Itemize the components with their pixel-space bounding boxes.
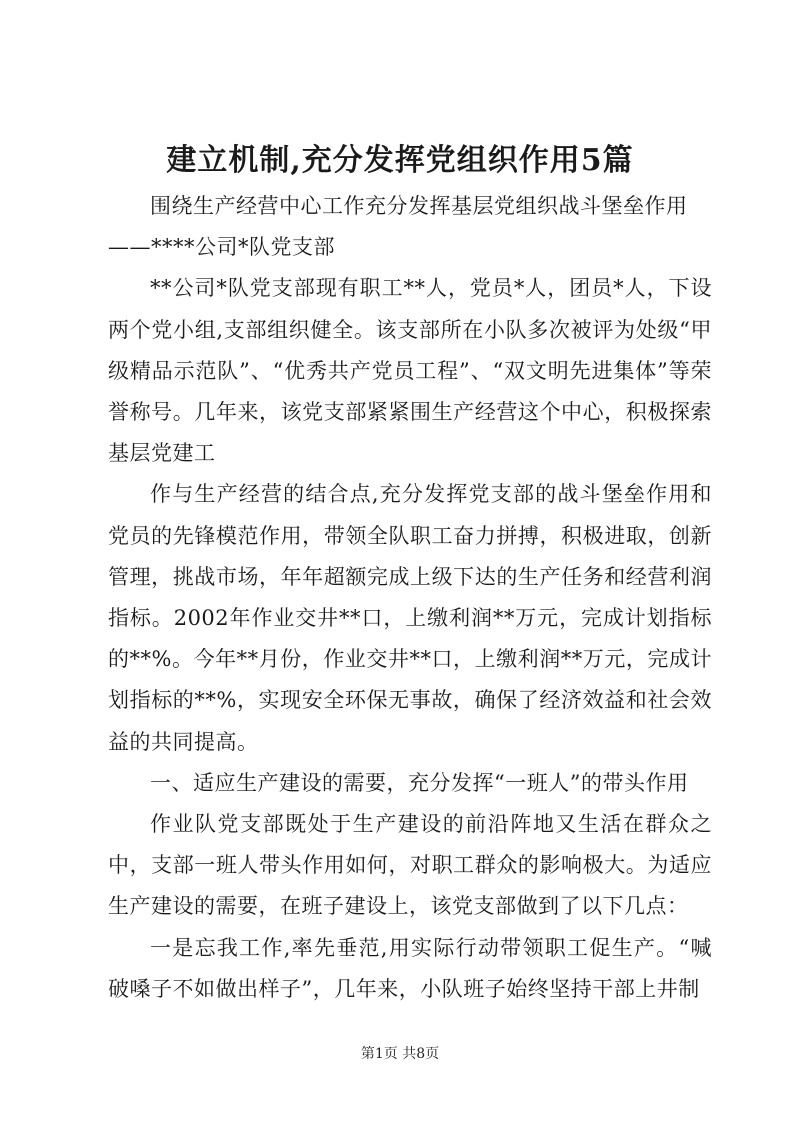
paragraph-point-1: 一是忘我工作,率先垂范,用实际行动带领职工促生产。“喊破嗓子不如做出样子”，几年来，小队班子始终坚持干部上井制	[108, 935, 712, 1001]
page-footer: 第1页 共8页	[360, 1046, 440, 1062]
paragraph-achievements: 作与生产经营的结合点,充分发挥党支部的战斗堡垒作用和党员的先锋模范作用，带领全队职工奋力拼搏，积极进取，创新管理，挑战市场，年年超额完成上级下达的生产任务和经营利润指标。2002年作业交井**口，上缴利润**万元，完成计划指标的**%。今年**月份，作业交井**口，上缴利润**万元，完成计划指标的**%，实现安全环保无事故，确保了经济效益和社会效益的共同提高。	[108, 482, 712, 754]
section-heading-1: 一、适应生产建设的需要，充分发挥“一班人”的带头作用	[150, 770, 689, 795]
paragraph-section-1: 作业队党支部既处于生产建设的前沿阵地又生活在群众之中，支部一班人带头作用如何，对职工群众的影响极大。为适应生产建设的需要，在班子建设上，该党支部做到了以下几点：	[108, 812, 712, 919]
paragraph-subtitle: 围绕生产经营中心工作充分发挥基层党组织战斗堡垒作用	[150, 194, 688, 218]
paragraph-intro: **公司*队党支部现有职工**人，党员*人，团员*人，下设两个党小组,支部组织健全。该支部所在小队多次被评为处级“甲级精品示范队”、“优秀共产党员工程”、“双文明先进集体”等荣誉称号。几年来，该党支部紧紧围生产经营这个中心，积极探索基层党建工	[108, 276, 712, 466]
paragraph-author: ——****公司*队党支部	[108, 235, 335, 260]
document-body	[108, 186, 712, 1010]
document-title: 建立机制,充分发挥党组织作用5篇	[166, 143, 634, 178]
